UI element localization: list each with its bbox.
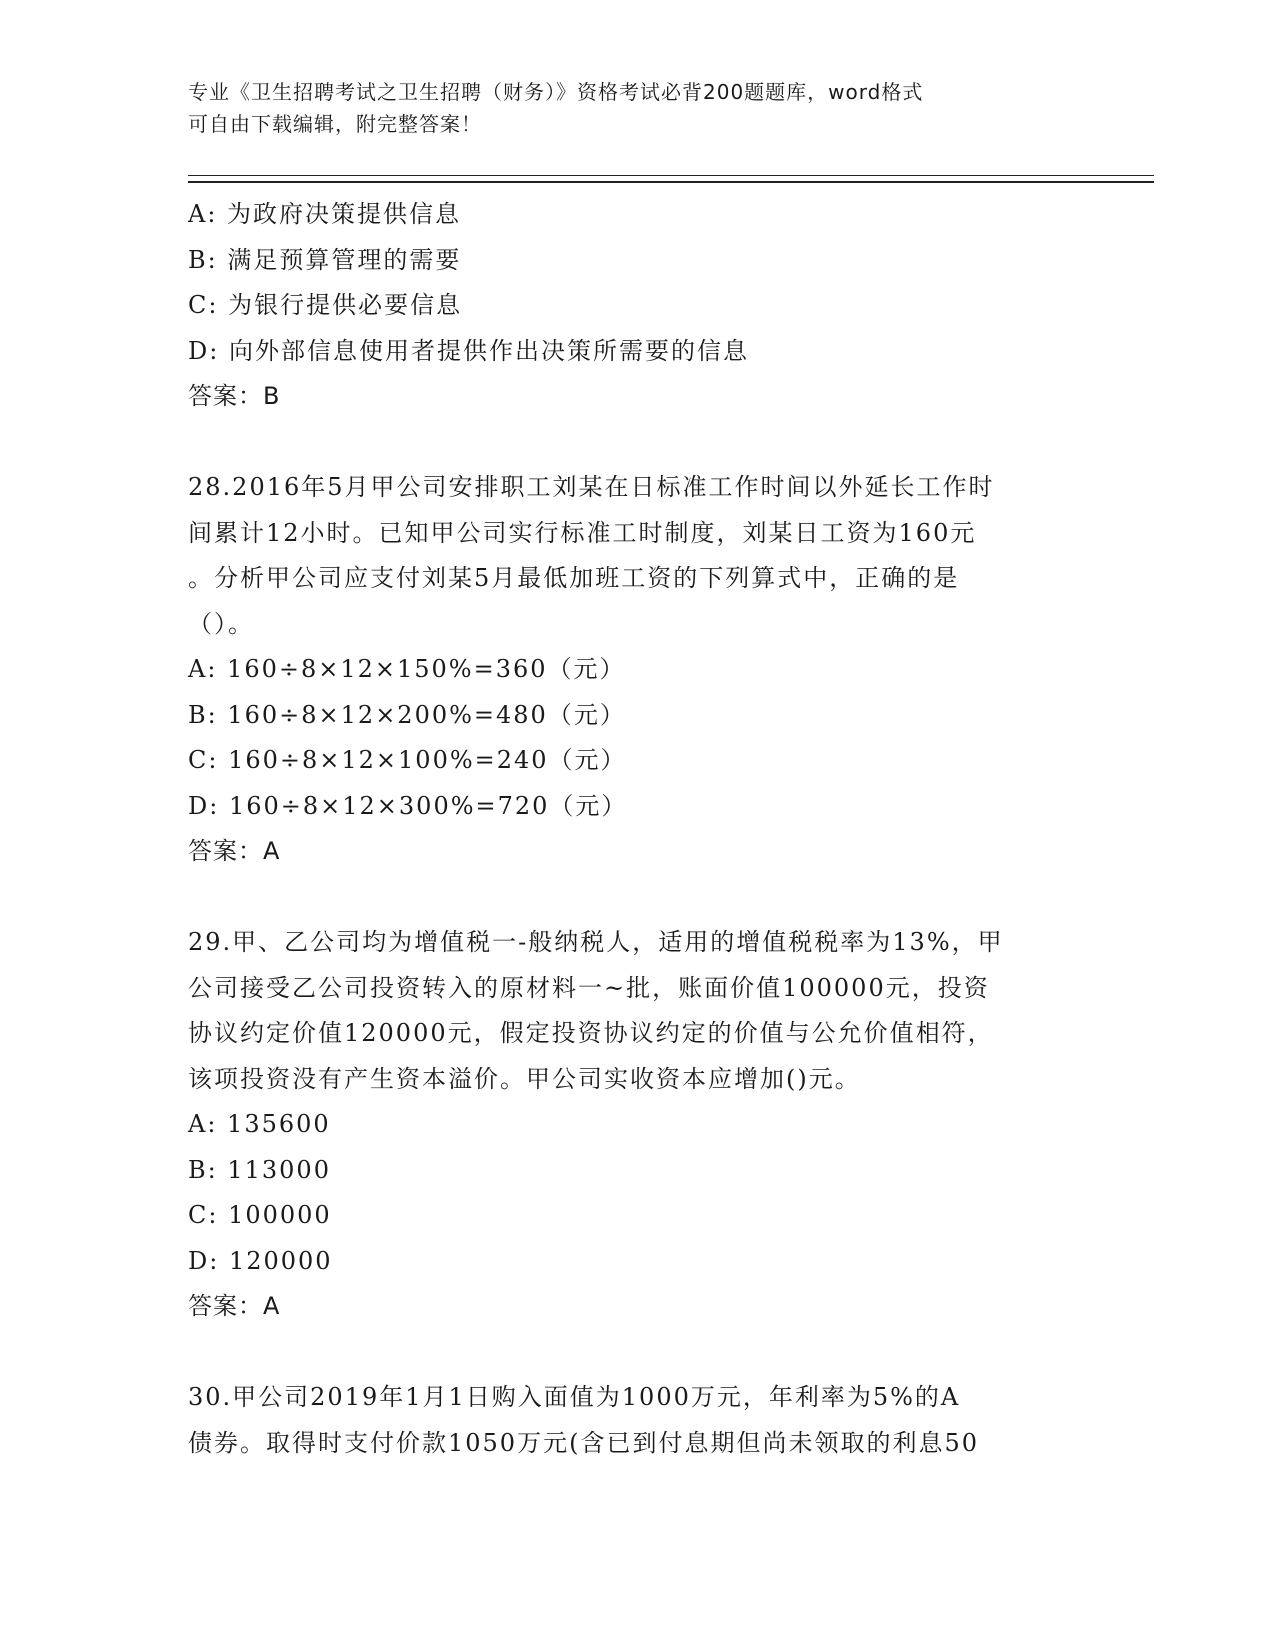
- answer: 答案：B: [188, 382, 281, 410]
- question-line: 协议约定价值120000元，假定投资协议约定的价值与公允价值相符，: [188, 1019, 994, 1047]
- answer: 答案：A: [188, 1292, 281, 1320]
- header-line-1: 专业《卫生招聘考试之卫生招聘（财务）》资格考试必背200题题库，word格式: [188, 80, 924, 104]
- question-line: 28.2016年5月甲公司安排职工刘某在日标准工作时间以外延长工作时: [188, 473, 995, 501]
- option-a: A: 为政府决策提供信息: [188, 200, 462, 228]
- option-a: A: 160÷8×12×150%=360（元）: [188, 655, 626, 683]
- spacer: [188, 1330, 1088, 1376]
- spacer: [188, 875, 1088, 921]
- question-28: [188, 465, 1088, 875]
- option-b: B: 160÷8×12×200%=480（元）: [188, 700, 626, 729]
- option-d: D: 120000: [188, 1246, 333, 1275]
- question-line: 间累计12小时。已知甲公司实行标准工时制度，刘某日工资为160元: [188, 518, 977, 547]
- header-rule-thin: [188, 175, 1154, 176]
- option-a: A: 135600: [188, 1110, 331, 1138]
- question-line: 29.甲、乙公司均为增值税一-般纳税人，适用的增值税税率为13%，甲: [188, 928, 1004, 956]
- document-header: [188, 76, 1088, 140]
- spacer: [188, 420, 1088, 466]
- question-line: 公司接受乙公司投资转入的原材料一~批，账面价值100000元，投资: [188, 973, 990, 1002]
- question-line: 。分析甲公司应支付刘某5月最低加班工资的下列算式中，正确的是: [188, 564, 960, 592]
- question-content: [188, 192, 1088, 1466]
- option-d: D: 160÷8×12×300%=720（元）: [188, 791, 628, 820]
- option-b: B: 113000: [188, 1155, 331, 1184]
- question-line: （）。: [188, 609, 254, 638]
- question-line: 该项投资没有产生资本溢价。甲公司实收资本应增加()元。: [188, 1064, 861, 1093]
- option-c: C: 160÷8×12×100%=240（元）: [188, 746, 627, 774]
- question-27: [188, 192, 1088, 420]
- header-line-2: 可自由下载编辑，附完整答案！: [188, 112, 482, 136]
- header-rule-thick: [188, 181, 1154, 183]
- question-line: 债券。取得时支付价款1050万元(含已到付息期但尚未领取的利息50: [188, 1428, 979, 1457]
- question-text: [188, 920, 1088, 1102]
- option-d: D: 向外部信息使用者提供作出决策所需要的信息: [188, 336, 749, 365]
- option-c: C: 为银行提供必要信息: [188, 291, 463, 319]
- question-line: 30.甲公司2019年1月1日购入面值为1000万元，年利率为5%的A: [188, 1383, 961, 1411]
- question-29: [188, 920, 1088, 1330]
- answer: 答案：A: [188, 837, 281, 865]
- question-text: [188, 1375, 1088, 1466]
- question-30: [188, 1375, 1088, 1466]
- question-text: [188, 465, 1088, 647]
- option-c: C: 100000: [188, 1201, 332, 1229]
- option-b: B: 满足预算管理的需要: [188, 245, 462, 274]
